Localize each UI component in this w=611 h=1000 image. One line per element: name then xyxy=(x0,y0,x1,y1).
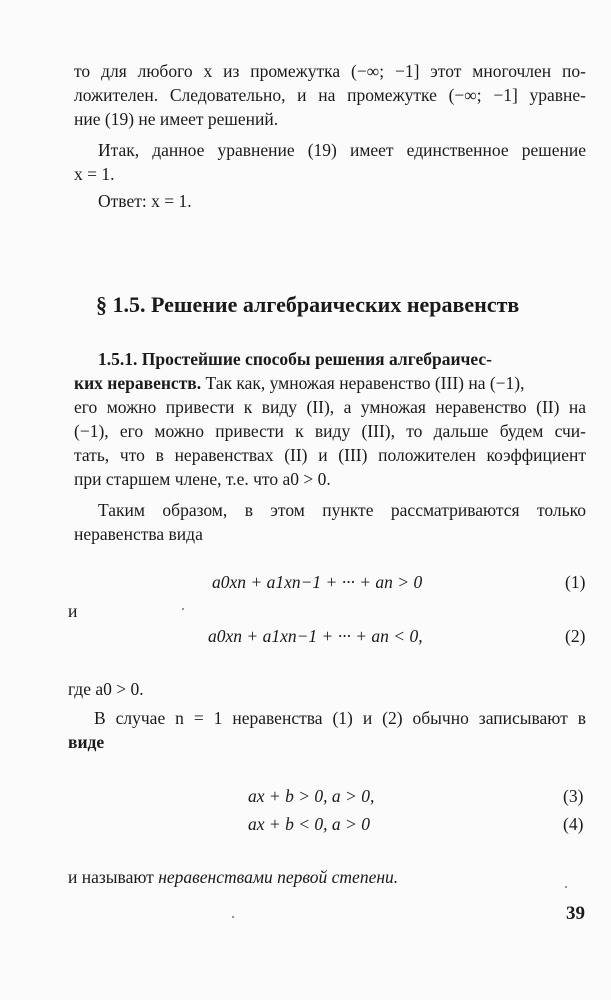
top-paragraph-line1: то для любого x из промежутка (−∞; −1] этот многочлен по- xyxy=(74,61,586,81)
subsection-line4: (−1), его можно привести к виду (III), то дальше будем счи- xyxy=(74,421,586,441)
top-paragraph-line3: ние (19) не имеет решений. xyxy=(74,109,279,129)
text-line xyxy=(74,60,586,82)
subsection-title-line2-bold: ких неравенств. xyxy=(74,373,202,393)
equation-3-number: (3) xyxy=(563,786,584,806)
scan-speck xyxy=(232,916,234,918)
conclusion-line2: x = 1. xyxy=(74,164,115,184)
equation-3: ax + b > 0, a > 0, xyxy=(248,786,375,806)
text-line xyxy=(74,84,586,106)
and-word: и xyxy=(68,601,78,621)
answer-line: Ответ: x = 1. xyxy=(98,191,192,211)
conclusion-line1: Итак, данное уравнение (19) имеет единственное решение xyxy=(98,140,586,160)
equation-4-number: (4) xyxy=(563,814,584,834)
called-italic: неравенствами первой степени. xyxy=(158,867,399,887)
text-line xyxy=(98,499,586,521)
equation-1-number: (1) xyxy=(565,572,586,592)
section-heading: § 1.5. Решение алгебраических неравенств xyxy=(96,292,520,317)
called-plain: и называют xyxy=(68,867,159,887)
subsection-line3: его можно привести к виду (II), а умножая неравенство (II) на xyxy=(74,397,586,417)
subsection-line2 xyxy=(74,372,525,394)
scan-speck xyxy=(565,886,567,888)
text-line xyxy=(74,396,586,418)
equation-2-number: (2) xyxy=(565,626,586,646)
equation-1: a0xn + a1xn−1 + ··· + an > 0 xyxy=(212,572,423,592)
case-line2: виде xyxy=(68,732,105,752)
scan-speck xyxy=(182,608,184,610)
page-number: 39 xyxy=(566,903,585,924)
called-line xyxy=(68,866,398,888)
text-line xyxy=(74,444,586,466)
thus-line2: неравенства вида xyxy=(74,524,203,544)
text-line xyxy=(94,707,586,729)
subsection-line2-rest: Так как, умножая неравенство (III) на (−1), xyxy=(201,373,525,393)
subsection-line6: при старшем члене, т.е. что a0 > 0. xyxy=(74,469,331,489)
equation-2: a0xn + a1xn−1 + ··· + an < 0, xyxy=(208,626,423,646)
thus-line1: Таким образом, в этом пункте рассматриваются только xyxy=(98,500,586,520)
equation-4: ax + b < 0, a > 0 xyxy=(248,814,370,834)
case-line1: В случае n = 1 неравенства (1) и (2) обычно записывают в xyxy=(94,708,586,728)
where-line: где a0 > 0. xyxy=(68,679,144,699)
text-line xyxy=(74,420,586,442)
text-line xyxy=(98,139,586,161)
top-paragraph-line2: ложителен. Следовательно, и на промежутке (−∞; −1] уравне- xyxy=(74,85,586,105)
subsection-title-line1: 1.5.1. Простейшие способы решения алгебраичес- xyxy=(98,349,492,369)
subsection-line5: тать, что в неравенствах (II) и (III) положителен коэффициент xyxy=(74,445,586,465)
